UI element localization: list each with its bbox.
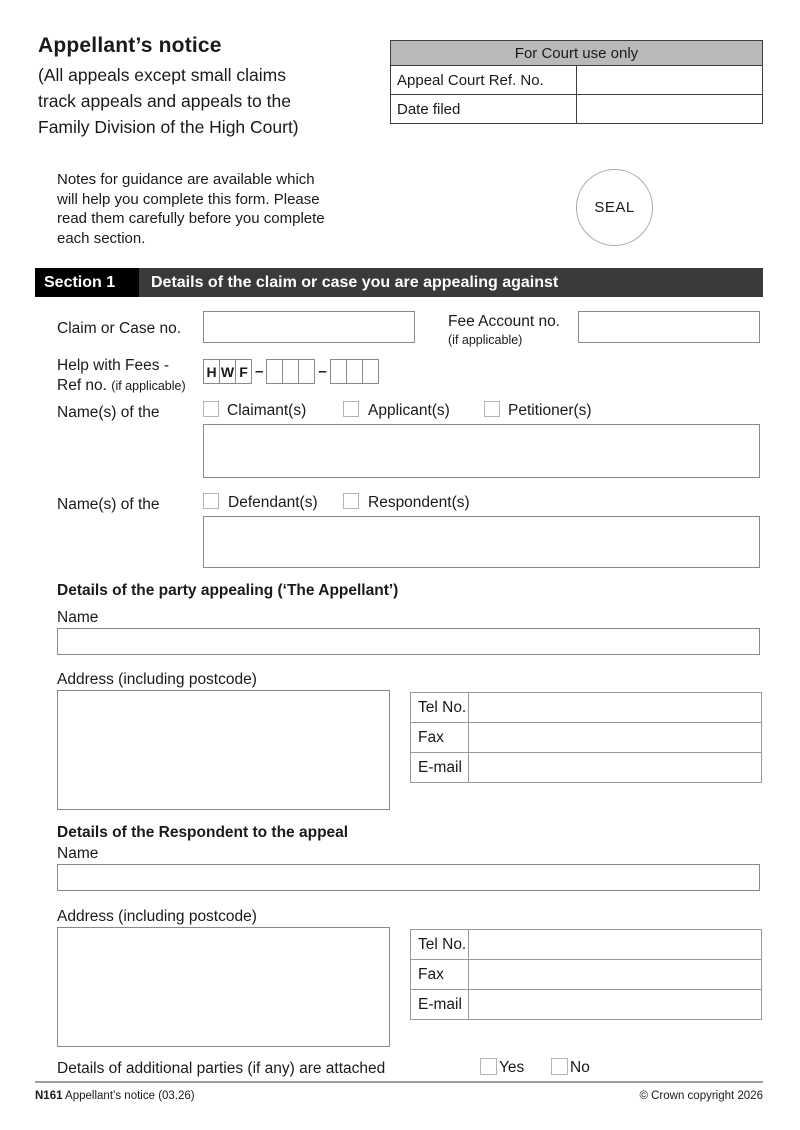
hwf-cell-f: F	[235, 359, 252, 384]
table-row	[411, 930, 762, 960]
court-use-header: For Court use only	[391, 41, 763, 66]
appellant-tel-field[interactable]	[469, 693, 762, 723]
section1-number: Section 1	[35, 268, 139, 297]
respondent-address-label: Address (including postcode)	[57, 908, 257, 925]
respondent-name-label: Name	[57, 845, 99, 862]
date-filed-field[interactable]	[577, 95, 763, 124]
defendant-row-label: Name(s) of the	[57, 496, 160, 513]
footer-form-id	[35, 1090, 195, 1102]
defendant-names-field[interactable]	[203, 516, 760, 568]
appellant-address-label: Address (including postcode)	[57, 671, 257, 688]
respondent-heading: Details of the Respondent to the appeal	[57, 824, 349, 841]
appellant-name-label: Name	[57, 609, 99, 626]
fee-account-sublabel: (if applicable)	[448, 333, 523, 347]
respondent-email-field[interactable]	[469, 990, 762, 1020]
page-subtitle: (All appeals except small claims track appeals and appeals to the Family Division of the High Court)	[38, 65, 299, 137]
table-row	[411, 960, 762, 990]
table-row	[411, 693, 762, 723]
defendant-checkbox[interactable]	[203, 493, 219, 509]
applicant-checkbox-label: Applicant(s)	[368, 402, 450, 419]
table-row	[411, 753, 762, 783]
fee-account-label: Fee Account no.	[448, 313, 561, 330]
hwf-cell-w: W	[219, 359, 236, 384]
section1-title: Details of the claim or case you are appealing against	[139, 268, 763, 297]
date-filed-label: Date filed	[391, 95, 577, 124]
guidance-notes: Notes for guidance are available which will help you complete this form. Please read them carefully before you complete each section.	[57, 171, 325, 247]
court-use-table	[390, 40, 763, 124]
table-row	[411, 990, 762, 1020]
appellant-email-label: E-mail	[411, 753, 469, 783]
claimant-row-label: Name(s) of the	[57, 404, 160, 421]
form-title: Appellant’s notice (03.26)	[62, 1090, 195, 1102]
court-seal	[576, 169, 653, 246]
additional-parties-yes-checkbox[interactable]	[480, 1058, 497, 1075]
appellant-contact-table	[410, 692, 762, 783]
claim-case-field[interactable]	[203, 311, 415, 343]
applicant-checkbox[interactable]	[343, 401, 359, 417]
claimant-checkbox[interactable]	[203, 401, 219, 417]
appellant-address-field[interactable]	[57, 690, 390, 810]
appellant-email-field[interactable]	[469, 753, 762, 783]
petitioner-checkbox-label: Petitioner(s)	[508, 402, 592, 419]
page-title: Appellant’s notice	[38, 34, 222, 57]
appeal-court-ref-label: Appeal Court Ref. No.	[391, 66, 577, 95]
footer-divider	[35, 1081, 763, 1083]
petitioner-checkbox[interactable]	[484, 401, 500, 417]
seal-label: SEAL	[594, 199, 635, 216]
hwf-group1-cells[interactable]	[266, 359, 315, 384]
appellant-heading: Details of the party appealing (‘The Appellant’)	[57, 582, 399, 599]
hwf-reference-field	[203, 359, 379, 384]
respondent-fax-field[interactable]	[469, 960, 762, 990]
defendant-checkbox-label: Defendant(s)	[228, 494, 318, 511]
additional-parties-no-checkbox[interactable]	[551, 1058, 568, 1075]
respondent-email-label: E-mail	[411, 990, 469, 1020]
additional-parties-yes-label: Yes	[499, 1059, 525, 1076]
hwf-label: Help with Fees - Ref no. (if applicable)	[57, 357, 186, 394]
table-row	[411, 723, 762, 753]
hwf-dash: –	[255, 363, 264, 380]
respondent-fax-label: Fax	[411, 960, 469, 990]
appellant-fax-field[interactable]	[469, 723, 762, 753]
additional-parties-no-label: No	[570, 1059, 590, 1076]
appellant-fax-label: Fax	[411, 723, 469, 753]
respondent-name-field[interactable]	[57, 864, 760, 891]
claimant-checkbox-label: Claimant(s)	[227, 402, 307, 419]
respondent-checkbox-label: Respondent(s)	[368, 494, 470, 511]
claimant-names-field[interactable]	[203, 424, 760, 478]
hwf-sublabel: (if applicable)	[111, 379, 186, 393]
respondent-tel-field[interactable]	[469, 930, 762, 960]
respondent-address-field[interactable]	[57, 927, 390, 1047]
section1-bar	[35, 268, 763, 297]
hwf-prefix-cells	[203, 359, 252, 384]
hwf-group2-cells[interactable]	[330, 359, 379, 384]
claim-case-label: Claim or Case no.	[57, 320, 182, 337]
table-row	[391, 66, 763, 95]
footer-copyright: © Crown copyright 2026	[639, 1090, 763, 1102]
respondent-contact-table	[410, 929, 762, 1020]
respondent-tel-label: Tel No.	[411, 930, 469, 960]
hwf-dash: –	[318, 363, 327, 380]
table-row	[391, 95, 763, 124]
appeal-court-ref-field[interactable]	[577, 66, 763, 95]
appellant-name-field[interactable]	[57, 628, 760, 655]
form-code: N161	[35, 1090, 63, 1102]
respondent-checkbox[interactable]	[343, 493, 359, 509]
additional-parties-label: Details of additional parties (if any) are attached	[57, 1060, 386, 1077]
fee-account-field[interactable]	[578, 311, 760, 343]
hwf-cell-h: H	[203, 359, 220, 384]
appellant-tel-label: Tel No.	[411, 693, 469, 723]
